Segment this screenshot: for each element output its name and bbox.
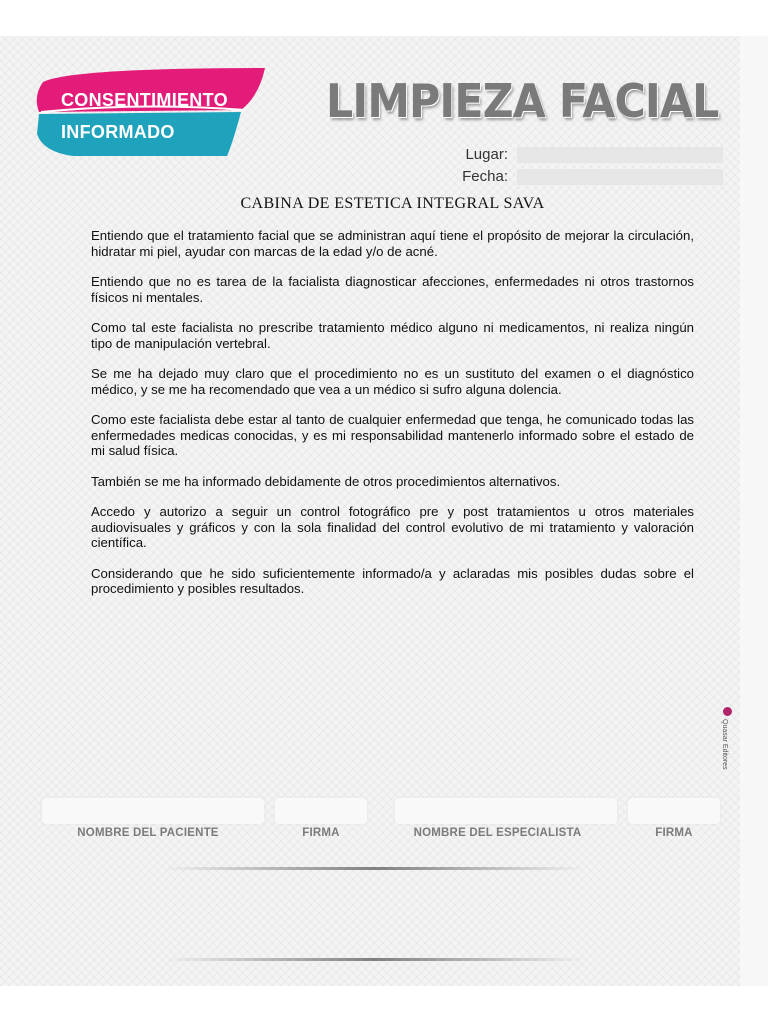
lugar-field[interactable] — [517, 147, 723, 163]
patient-signature-field[interactable] — [275, 798, 367, 824]
page-title: LIMPIEZA FACIAL — [326, 74, 719, 128]
badge-line-2: INFORMADO — [61, 122, 175, 142]
paragraph-4: Se me ha dejado muy claro que el procedimiento no es un sustituto del examen o el diagnóstico médico, y se me ha recomendado que vea a un médico si sufro alguna dolencia. — [91, 366, 694, 397]
paragraph-1: Entiendo que el tratamiento facial que se administran aquí tiene el propósito de mejorar la circulación, hidratar mi piel, ayudar con marcas de la edad y/o de acné. — [91, 228, 694, 259]
paragraph-7: Accedo y autorizo a seguir un control fotográfico pre y post tratamientos u otros materiales audiovisuales y gráficos y con la sola finalidad del control evolutivo de mi tratamiento y valoración científica. — [91, 504, 694, 550]
organization-title: CABINA DE ESTETICA INTEGRAL SAVA — [240, 195, 545, 212]
divider-line-2 — [165, 958, 585, 961]
specialist-name-field[interactable] — [395, 798, 617, 824]
page-margin — [740, 36, 768, 986]
paragraph-2: Entiendo que no es tarea de la facialista diagnosticar afecciones, enfermedades ni otros trastornos físicos ni mentales. — [91, 274, 694, 305]
patient-name-field[interactable] — [42, 798, 264, 824]
paragraph-6: También se me ha informado debidamente de otros procedimientos alternativos. — [91, 473, 561, 489]
lugar-label: Lugar: — [465, 146, 508, 163]
specialist-signature-label: FIRMA — [655, 827, 693, 839]
vendor-logo-icon — [723, 707, 732, 716]
patient-signature-label: FIRMA — [302, 827, 340, 839]
vendor-mark — [718, 707, 738, 777]
patient-name-label: NOMBRE DEL PACIENTE — [77, 827, 219, 839]
badge-shape — [33, 68, 268, 158]
consent-badge — [33, 68, 268, 158]
fecha-label: Fecha: — [462, 168, 508, 185]
vendor-text: Quasar Editores — [721, 719, 728, 770]
fecha-field[interactable] — [517, 169, 723, 185]
divider-line-1 — [165, 867, 585, 870]
paragraph-5: Como este facialista debe estar al tanto de cualquier enfermedad que tenga, he comunicado todas las enfermedades medicas conocidas, y es mi responsabilidad mantenerlo informado sobre el estado de mi salud física. — [91, 412, 694, 458]
specialist-signature-field[interactable] — [628, 798, 720, 824]
badge-line-1: CONSENTIMIENTO — [61, 90, 228, 110]
specialist-name-label: NOMBRE DEL ESPECIALISTA — [413, 827, 582, 839]
paragraph-3: Como tal este facialista no prescribe tratamiento médico alguno ni medicamentos, ni realiza ningún tipo de manipulación vertebral. — [91, 320, 694, 351]
paragraph-8: Considerando que he sido suficientemente informado/a y aclaradas mis posibles dudas sobre el procedimiento y posibles resultados. — [91, 565, 694, 596]
consent-body — [91, 228, 694, 612]
